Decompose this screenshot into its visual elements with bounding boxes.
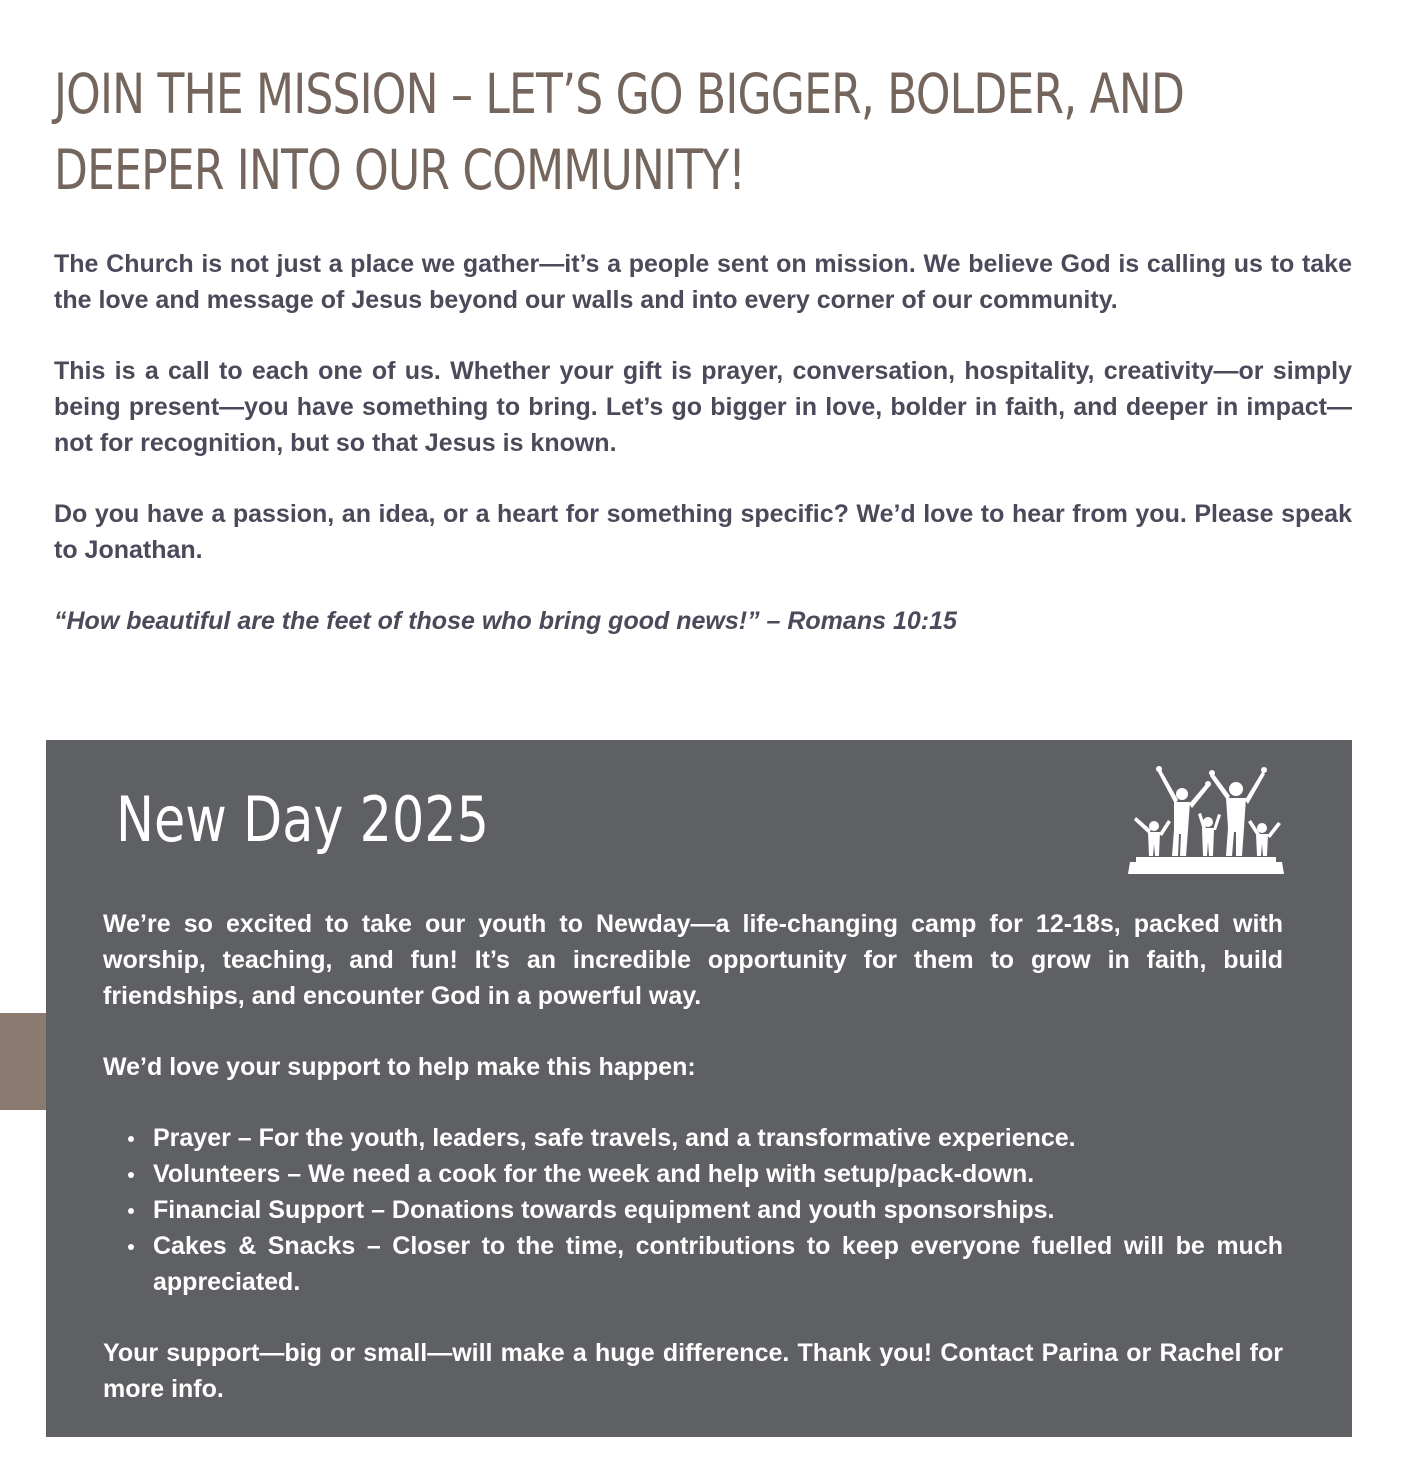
mission-paragraph-3: Do you have a passion, an idea, or a heart for something specific? We’d love to hear from you. Please speak to Jonathan. (54, 500, 1352, 564)
list-item: Cakes & Snacks – Closer to the time, contributions to keep everyone fuelled will be much appreciated. (153, 1228, 1283, 1300)
mission-title: JOIN THE MISSION – LET’S GO BIGGER, BOLDER, AND DEEPER INTO OUR COMMUNITY! (54, 62, 1185, 202)
newday-intro: We’re so excited to take our youth to Newday—a life-changing camp for 12-18s, packed with worship, teaching, and fun! It’s an incredible opportunity for them to grow in faith, build friendships, and encounter God in a powerful way. (103, 910, 1283, 1010)
mission-body (54, 246, 1352, 639)
closing-paragraph: Your support—big or small—will make a huge difference. Thank you! Contact Parina or Rachel for more info. (103, 1339, 1283, 1403)
support-lead: We’d love your support to help make this happen: (103, 1053, 696, 1081)
mission-paragraph-2: This is a call to each one of us. Whether your gift is prayer, conversation, hospitality, creativity—or simply being present—you have something to bring. Let’s go bigger in love, bolder in faith, and deeper in impact—not for recognition, but so that Jesus is known. (54, 357, 1352, 457)
list-item: Prayer – For the youth, leaders, safe travels, and a transformative experience. (153, 1120, 1283, 1156)
scripture-quote: “How beautiful are the feet of those who bring good news!” – Romans 10:15 (54, 607, 957, 635)
mission-paragraph-1: The Church is not just a place we gather—it’s a people sent on mission. We believe God is calling us to take the love and message of Jesus beyond our walls and into every corner of our community. (54, 250, 1352, 314)
list-item: Volunteers – We need a cook for the week and help with setup/pack-down. (153, 1156, 1283, 1192)
list-item: Financial Support – Donations towards equipment and youth sponsorships. (153, 1192, 1283, 1228)
newday-body (103, 906, 1283, 1407)
mission-section (54, 56, 1352, 639)
newday-panel (46, 740, 1352, 1437)
side-accent-tab (0, 1013, 47, 1110)
people-celebrating-icon (1126, 764, 1286, 876)
newday-title: New Day 2025 (116, 783, 489, 856)
support-list (103, 1120, 1283, 1300)
